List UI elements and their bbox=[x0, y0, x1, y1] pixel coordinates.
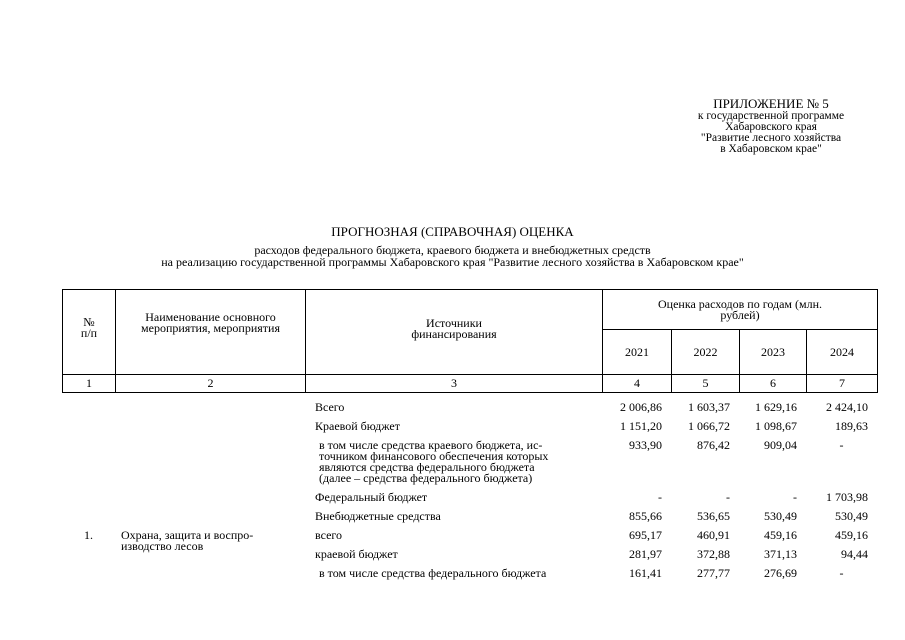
value-cell: 1 703,98 bbox=[826, 490, 868, 504]
document-subtitle: расходов федерального бюджета, краевого бюджета и внебюджетных средств bbox=[254, 243, 651, 257]
header-estimate-label: Оценка расходов по годам (млн. рублей) bbox=[658, 296, 822, 322]
header-year: 2024 bbox=[807, 330, 878, 375]
column-index: 4 bbox=[603, 375, 672, 393]
value-cell: 371,13 bbox=[764, 547, 797, 561]
group-name-line: Охрана, защита и воспро- bbox=[121, 528, 254, 542]
value-cell: - bbox=[658, 490, 662, 504]
value-cell: 1 603,37 bbox=[688, 400, 730, 414]
source-cell: Федеральный бюджет bbox=[315, 490, 428, 504]
value-cell: 459,16 bbox=[835, 528, 868, 542]
column-index: 2 bbox=[116, 375, 306, 393]
value-cell: 460,91 bbox=[697, 528, 730, 542]
value-cell: 276,69 bbox=[764, 566, 797, 580]
table-row bbox=[62, 398, 877, 417]
source-line: являются средства федерального бюджета bbox=[319, 460, 535, 474]
value-cell: - bbox=[793, 490, 797, 504]
header-year: 2022 bbox=[672, 330, 740, 375]
appendix-block bbox=[665, 96, 877, 155]
header-number-label: № п/п bbox=[80, 315, 98, 340]
header-source-label: Источники финансирования bbox=[411, 316, 497, 341]
source-line: (далее – средства федерального бюджета) bbox=[319, 471, 533, 485]
value-cell: 459,16 bbox=[764, 528, 797, 542]
header-name-label: Наименование основного мероприятия, мероприятия bbox=[141, 310, 280, 335]
header-year: 2023 bbox=[740, 330, 807, 375]
table-row bbox=[62, 417, 877, 436]
document-subtitle: на реализацию государственной программы Хабаровского края "Развитие лесного хозяйства в Хабаровском крае" bbox=[161, 255, 744, 269]
table-row bbox=[62, 488, 877, 507]
source-cell: Внебюджетные средства bbox=[315, 509, 441, 523]
value-cell: 189,63 bbox=[835, 419, 868, 433]
value-cell: 372,88 bbox=[697, 547, 730, 561]
value-cell: 277,77 bbox=[697, 566, 730, 580]
source-line: точником финансового обеспечения которых bbox=[319, 449, 549, 463]
appendix-line: "Развитие лесного хозяйства bbox=[700, 132, 842, 144]
appendix-line: в Хабаровском крае" bbox=[720, 143, 822, 155]
group-number: 1. bbox=[84, 528, 93, 542]
value-cell: 281,97 bbox=[629, 547, 662, 561]
table-header bbox=[62, 289, 878, 393]
group-name bbox=[115, 526, 305, 583]
document-title: ПРОГНОЗНАЯ (СПРАВОЧНАЯ) ОЦЕНКА bbox=[331, 224, 574, 239]
value-cell: 2 424,10 bbox=[826, 400, 868, 414]
value-cell: 2 006,86 bbox=[620, 400, 662, 414]
value-cell: - bbox=[726, 490, 730, 504]
value-cell: 1 098,67 bbox=[755, 419, 797, 433]
header-source bbox=[306, 290, 603, 375]
column-index: 6 bbox=[740, 375, 807, 393]
source-line: в том числе средства краевого бюджета, ис- bbox=[319, 438, 543, 452]
column-index: 1 bbox=[63, 375, 116, 393]
table-row bbox=[62, 526, 877, 545]
source-cell: всего bbox=[315, 528, 343, 542]
value-cell: 530,49 bbox=[835, 509, 868, 523]
header-name bbox=[116, 290, 306, 375]
table-body bbox=[62, 398, 877, 583]
appendix-number: ПРИЛОЖЕНИЕ № 5 bbox=[713, 96, 829, 111]
column-index: 3 bbox=[306, 375, 603, 393]
appendix-line: Хабаровского края bbox=[725, 121, 817, 133]
appendix-line: к государственной программе bbox=[697, 110, 845, 122]
value-cell: - bbox=[839, 566, 844, 580]
header-estimate bbox=[603, 290, 878, 330]
value-cell: 530,49 bbox=[764, 509, 797, 523]
source-cell: Краевой бюджет bbox=[315, 419, 400, 433]
value-cell: 933,90 bbox=[629, 438, 662, 452]
source-cell: Всего bbox=[315, 400, 345, 414]
table-row bbox=[62, 507, 877, 526]
source-cell bbox=[305, 436, 602, 488]
value-cell: 1 151,20 bbox=[620, 419, 662, 433]
table-row bbox=[62, 436, 877, 488]
source-cell: краевой бюджет bbox=[315, 547, 398, 561]
value-cell: 1 629,16 bbox=[755, 400, 797, 414]
column-index: 5 bbox=[672, 375, 740, 393]
value-cell: 695,17 bbox=[629, 528, 662, 542]
value-cell: 909,04 bbox=[764, 438, 797, 452]
value-cell: 876,42 bbox=[697, 438, 730, 452]
group-name-line: изводство лесов bbox=[121, 539, 204, 553]
value-cell: 161,41 bbox=[629, 566, 662, 580]
value-cell: 94,44 bbox=[841, 547, 868, 561]
header-number bbox=[63, 290, 116, 375]
value-cell: 855,66 bbox=[629, 509, 662, 523]
value-cell: 536,65 bbox=[697, 509, 730, 523]
value-cell: - bbox=[839, 438, 844, 452]
value-cell: 1 066,72 bbox=[688, 419, 730, 433]
source-cell: в том числе средства федерального бюджета bbox=[319, 566, 547, 580]
column-index: 7 bbox=[807, 375, 878, 393]
header-year: 2021 bbox=[603, 330, 672, 375]
